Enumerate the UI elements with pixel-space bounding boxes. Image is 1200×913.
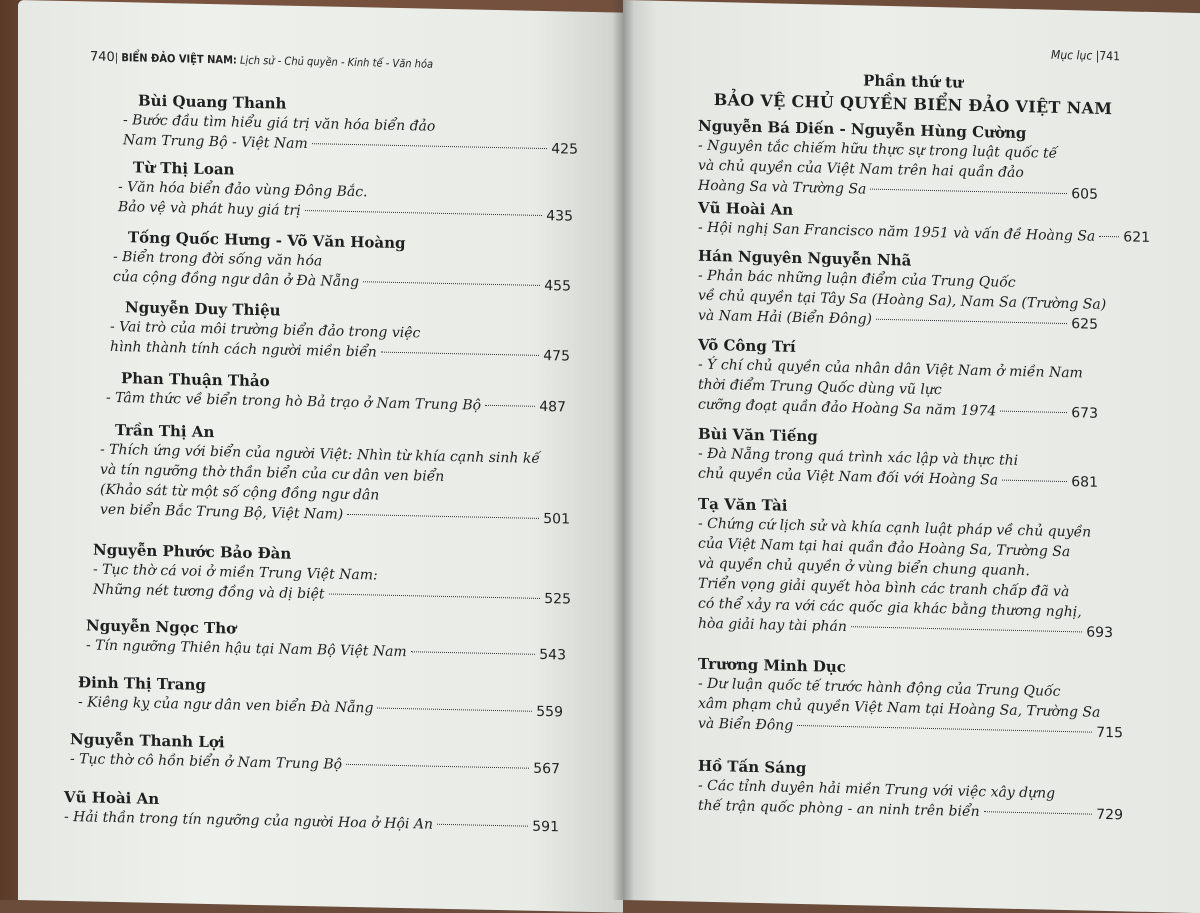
toc-entry — [698, 654, 1123, 744]
dot-leader — [347, 514, 539, 519]
toc-entry-author: Đinh Thị Trang — [78, 673, 206, 694]
left-running-head: 740| BIỂN ĐẢO VIỆT NAM: Lịch sử - Chủ quyền - Kinh tế - Văn hóa — [90, 49, 434, 71]
toc-entry — [698, 246, 1107, 335]
dot-leader — [1000, 411, 1067, 414]
toc-entry-page-number: 435 — [546, 208, 573, 225]
dot-leader — [346, 764, 529, 769]
toc-entry-title-line: - Kiêng kỵ của ngư dân ven biển Đà Nẵng — [78, 694, 374, 717]
toc-entry-title-line: có thể xảy ra với các quốc gia khác bằng thương nghị, — [698, 595, 1082, 621]
toc-entry-author: Nguyễn Thanh Lợi — [70, 730, 225, 752]
toc-entry — [106, 368, 566, 418]
book-subtitle: Lịch sử - Chủ quyền - Kinh tế - Văn hóa — [240, 53, 434, 71]
toc-entry — [93, 540, 571, 610]
toc-entry-author: Bùi Văn Tiếng — [698, 424, 818, 446]
dot-leader — [1099, 236, 1119, 237]
toc-entry-author: Vũ Hoài An — [64, 787, 160, 808]
toc-entry-title-line: - Bước đầu tìm hiểu giá trị văn hóa biển đảo — [123, 112, 436, 135]
toc-entry-page-number: 455 — [544, 278, 571, 295]
toc-entry — [78, 672, 563, 722]
toc-entry-author: Hán Nguyên Nguyễn Nhã — [698, 246, 912, 270]
toc-entry-page-number: 715 — [1096, 724, 1123, 742]
toc-entry-page-number: 525 — [544, 591, 571, 608]
toc-entry-author: Nguyễn Phước Bảo Đàn — [93, 540, 292, 563]
dot-leader — [876, 319, 1067, 324]
toc-entry-author: Vũ Hoài An — [698, 198, 794, 219]
toc-entry — [118, 157, 573, 227]
toc-entry-title-line: - Chứng cứ lịch sử và khía cạnh luật pháp về chủ quyền — [698, 515, 1092, 541]
toc-entry-title-line: Những nét tương đồng và dị biệt — [93, 581, 325, 603]
toc-entry-title-line: - Biển trong đời sống văn hóa — [113, 248, 323, 270]
toc-entry-page-number: 559 — [536, 703, 563, 721]
toc-entry-page-number: 621 — [1123, 229, 1151, 246]
toc-entry-title-line: chủ quyền của Việt Nam đối với Hoàng Sa — [698, 465, 999, 489]
dot-leader — [305, 210, 543, 216]
dot-leader — [437, 824, 528, 827]
toc-entry-title-line: xâm phạm chủ quyền Việt Nam tại Hoàng Sa, Trường Sa — [698, 695, 1101, 721]
toc-entry-title-line: - Nguyên tắc chiếm hữu thực sự trong luật quốc tế — [698, 137, 1058, 162]
toc-entry-author: Nguyễn Bá Diến - Nguyễn Hùng Cường — [698, 116, 1027, 143]
toc-entry-author: Võ Công Trí — [698, 335, 796, 356]
toc-entry-author: Bùi Quang Thanh — [138, 91, 287, 113]
right-page-number: 741 — [1099, 48, 1120, 64]
toc-entry-title-line: của cộng đồng ngư dân ở Đà Nẵng — [113, 268, 360, 291]
dot-leader — [381, 352, 539, 356]
toc-entry-page-number: 625 — [1071, 316, 1098, 333]
toc-entry — [113, 227, 571, 297]
dot-leader — [851, 626, 1082, 632]
toc-entry-title-line: cưỡng đoạt quần đảo Hoàng Sa năm 1974 — [698, 396, 997, 420]
toc-entry-title-line: thời điểm Trung Quốc dùng vũ lực — [698, 376, 942, 399]
toc-entry-page-number: 693 — [1086, 624, 1113, 642]
toc-entry-author: Từ Thị Loan — [133, 158, 235, 179]
toc-entry-page-number: 567 — [533, 760, 560, 778]
toc-entry-title-line: - Văn hóa biển đảo vùng Đông Bắc. — [118, 179, 368, 201]
toc-entry-title-line: hòa giải hay tài phán — [698, 615, 847, 636]
toc-entry-author: Nguyễn Ngọc Thơ — [86, 616, 237, 638]
toc-entry — [698, 756, 1123, 826]
left-page-number: 740 — [90, 49, 115, 66]
toc-entry-page-number: 681 — [1071, 474, 1098, 491]
dot-leader — [485, 405, 535, 407]
toc-entry-author: Nguyễn Duy Thiệu — [125, 298, 281, 320]
toc-entry-title-line: - Hội nghị San Francisco năm 1951 và vấn đề Hoàng Sa — [698, 219, 1096, 245]
toc-entry-title-line: về chủ quyền tại Tây Sa (Hoàng Sa), Nam Sa (Trường Sa) — [698, 287, 1107, 313]
toc-entry-title-line: thế trận quốc phòng - an ninh trên biển — [698, 797, 980, 821]
toc-entry-author: Hồ Tấn Sáng — [698, 756, 807, 778]
dot-leader — [377, 708, 532, 712]
toc-entry-page-number: 543 — [539, 646, 566, 664]
toc-entry — [698, 494, 1113, 643]
part-title: BẢO VỆ CHỦ QUYỀN BIỂN ĐẢO VIỆT NAM — [713, 90, 1113, 119]
toc-entry-author: Phan Thuận Thảo — [121, 369, 270, 391]
toc-entry — [698, 116, 1098, 205]
toc-entry-title-line: Hoàng Sa và Trường Sa — [698, 177, 867, 198]
toc-entry-title-line: và chủ quyền của Việt Nam trên hai quần đảo — [698, 157, 1024, 182]
toc-entry-page-number: 425 — [551, 141, 578, 158]
toc-entry-title-line: - Thích ứng với biển của người Việt: Nhìn từ khía cạnh sinh kế — [100, 441, 540, 467]
toc-entry-title-line: - Tâm thức về biển trong hò Bả trạo ở Nam Trung Bộ — [106, 389, 482, 414]
toc-entry-page-number: 605 — [1071, 186, 1098, 203]
dot-leader — [870, 189, 1067, 194]
toc-entry-title-line: của Việt Nam tại hai quần đảo Hoàng Sa, Trường Sa — [698, 535, 1071, 561]
toc-entry-title-line: và tín ngưỡng thờ thần biển của cư dân ven biển — [100, 461, 445, 485]
toc-entry-author: Tạ Văn Tài — [698, 494, 788, 515]
toc-entry-title-line: - Phản bác những luận điểm của Trung Quốc — [698, 267, 1016, 291]
toc-entry-title-line: - Tục thờ cá voi ở miền Trung Việt Nam: — [93, 561, 378, 584]
toc-entry-title-line: và quyền chủ quyền ở vùng biển chung quanh. — [698, 555, 1030, 580]
toc-entry-title-line: - Dư luận quốc tế trước hành động của Trung Quốc — [698, 675, 1061, 700]
toc-entry-title-line: - Tín ngưỡng Thiên hậu tại Nam Bộ Việt Nam — [86, 637, 407, 661]
toc-entry-author: Tống Quốc Hưng - Võ Văn Hoàng — [128, 228, 406, 253]
toc-entry-title-line: (Khảo sát từ một số cộng đồng ngư dân — [100, 481, 380, 504]
dot-leader — [984, 811, 1093, 814]
toc-entry-page-number: 729 — [1096, 806, 1123, 824]
toc-entry-title-line: và Biển Đông — [698, 715, 794, 734]
toc-entry — [698, 198, 1151, 247]
toc-entry-page-number: 487 — [539, 398, 566, 416]
left-page — [18, 0, 623, 913]
right-page — [623, 0, 1200, 913]
toc-entry-title-line: - Hải thần trong tín ngưỡng của người Hoa ở Hội An — [64, 808, 433, 833]
toc-entry-title-line: hình thành tính cách người miền biển — [110, 338, 377, 361]
dot-leader — [312, 143, 548, 149]
toc-entry-title-line: và Nam Hải (Biển Đông) — [698, 307, 872, 328]
toc-entry-page-number: 673 — [1071, 405, 1098, 422]
part-label: Phần thứ tư — [863, 71, 963, 92]
toc-entry-title-line: - Đà Nẵng trong quá trình xác lập và thực thi — [698, 445, 1019, 469]
toc-entry-page-number: 475 — [543, 348, 570, 365]
dot-leader — [411, 651, 536, 655]
dot-leader — [797, 725, 1092, 733]
toc-entry-title-line: Triển vọng giải quyết hòa bình các tranh chấp đã và — [698, 575, 1070, 601]
toc-header-label: Mục lục — [1051, 47, 1093, 63]
toc-entry — [70, 729, 560, 779]
book-title: BIỂN ĐẢO VIỆT NAM: — [121, 51, 237, 67]
toc-entry — [123, 90, 578, 160]
toc-entry-author: Trần Thị An — [115, 421, 215, 442]
toc-entry-page-number: 591 — [532, 818, 559, 836]
toc-entry-author: Trương Minh Dục — [698, 654, 846, 677]
right-running-head: Mục lục |741 — [1051, 47, 1120, 64]
toc-entry-title-line: - Vai trò của môi trường biển đảo trong việc — [110, 318, 421, 342]
toc-entry — [100, 420, 570, 530]
toc-entry — [86, 615, 566, 665]
dot-leader — [1002, 480, 1067, 482]
toc-entry-title-line: - Ý chí chủ quyền của nhân dân Việt Nam ở miền Nam — [698, 356, 1083, 382]
toc-entry — [698, 335, 1098, 424]
dot-leader — [363, 281, 540, 286]
toc-entry — [64, 787, 559, 837]
toc-entry-title-line: Bảo vệ và phát huy giá trị — [118, 199, 301, 219]
toc-entry-title-line: Nam Trung Bộ - Việt Nam — [123, 132, 308, 153]
toc-entry-title-line: - Tục thờ cô hồn biển ở Nam Trung Bộ — [70, 751, 343, 773]
toc-entry-title-line: - Các tỉnh duyên hải miền Trung với việc xây dựng — [698, 777, 1056, 802]
toc-entry — [698, 424, 1098, 493]
toc-entry-page-number: 501 — [543, 511, 570, 528]
toc-entry — [110, 297, 570, 367]
dot-leader — [329, 594, 541, 599]
toc-entry-title-line: ven biển Bắc Trung Bộ, Việt Nam) — [100, 501, 344, 523]
